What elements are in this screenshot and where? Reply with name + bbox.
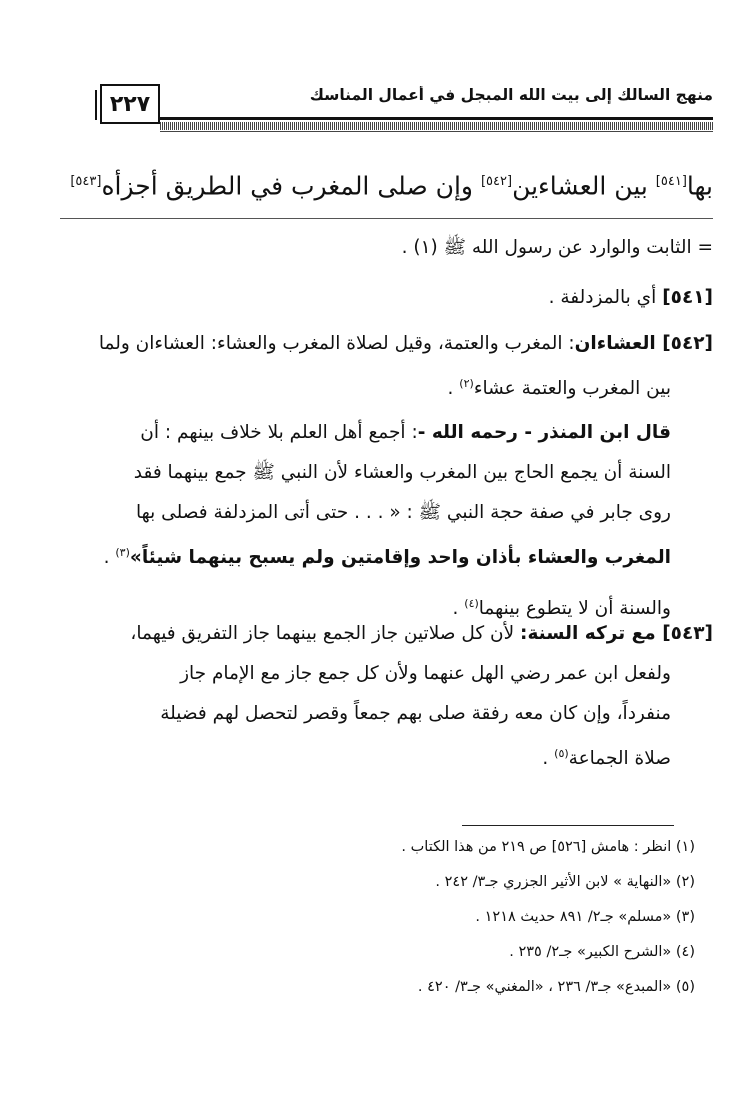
footnote-divider <box>462 825 674 826</box>
header-rule-bottom <box>160 131 713 132</box>
note-text: لأن كل صلاتين جاز الجمع بينهما جاز التفريق فيهما، <box>130 623 521 644</box>
note-541 <box>60 278 713 318</box>
footnote-ref: (٤) <box>464 597 479 611</box>
text-line: السنة أن يجمع الحاج بين المغرب والعشاء لأن النبي ﷺ جمع بينهما فقد <box>133 462 671 484</box>
footnote-item: (١) انظر : هامش [٥٢٦] ص ٢١٩ من هذا الكتاب . <box>401 839 695 855</box>
note-term: مع تركه السنة: <box>520 623 663 644</box>
footnote-item: (٣) «مسلم» جـ٢/ ٨٩١ حديث ١٢١٨ . <box>475 909 695 925</box>
note-key: [٥٤١] <box>662 287 713 308</box>
footnotes <box>300 830 695 1005</box>
punctuation: . <box>447 378 460 400</box>
note-text: والسنة أن لا يتطوع بينهما <box>478 598 671 620</box>
note-text: : أجمع أهل العلم بلا خلاف بينهم : أن <box>140 422 418 444</box>
matn-line <box>60 160 713 210</box>
punctuation: . <box>103 547 116 569</box>
matn-text: بين العشاءين <box>512 171 656 201</box>
note-542 <box>60 324 713 629</box>
matn-ref: [٥٤٣] <box>70 174 102 189</box>
matn-ref: [٥٤١] <box>655 174 687 189</box>
note-term: العشاءان <box>574 333 663 354</box>
hadith-text: المغرب والعشاء بأذان واحد وإقامتين ولم يسبح بينهما شيئاً» <box>129 547 671 569</box>
footnote-item: (٥) «المبدع» جـ٣/ ٢٣٦ ، «المغني» جـ٣/ ٤٢٠ . <box>417 979 695 995</box>
note-key: [٥٤٣] <box>662 623 713 644</box>
header-rule-pattern <box>160 122 713 130</box>
continuation-paragraph <box>60 228 713 268</box>
note-text: بين المغرب والعتمة عشاء <box>473 378 671 400</box>
footnote-item: (٢) «النهاية » لابن الأثير الجزري جـ٣/ ٢٤٢ . <box>435 874 695 890</box>
matn-text: بها <box>686 171 713 201</box>
quote-attribution: قال ابن المنذر - رحمه الله - <box>417 422 671 444</box>
matn-text: وإن صلى المغرب في الطريق أجزأه <box>101 171 481 201</box>
running-header-title: منهج السالك إلى بيت الله المبجل في أعمال المناسك <box>309 86 713 104</box>
punctuation: . <box>452 598 465 620</box>
note-543 <box>60 614 713 779</box>
text-line: ولفعل ابن عمر رضي الهل عنهما ولأن كل جمع جاز مع الإمام جاز <box>180 663 671 684</box>
footnote-ref: (٢) <box>459 377 474 390</box>
footnote-item: (٤) «الشرح الكبير» جـ٢/ ٢٣٥ . <box>509 944 695 960</box>
text-line: روى جابر في صفة حجة النبي ﷺ : « . . . حتى أتى المزدلفة فصلى بها <box>135 502 671 524</box>
page-number-box: ٢٢٧ <box>100 84 160 124</box>
note-text: : المغرب والعتمة، وقيل لصلاة المغرب والعشاء: العشاءان ولما <box>98 333 575 354</box>
matn-divider <box>60 218 713 219</box>
matn-ref: [٥٤٢] <box>480 174 513 189</box>
note-text: أي بالمزدلفة . <box>548 287 663 308</box>
footnote-ref: (٥) <box>554 747 569 760</box>
punctuation: . <box>542 748 555 770</box>
text-line: = الثابت والوارد عن رسول الله ﷺ (١) . <box>401 237 713 258</box>
text-line: منفرداً، وإن كان معه رفقة صلى بهم جمعاً وقصر لتحصل لهم فضيلة <box>160 703 671 724</box>
note-key: [٥٤٢] <box>662 333 713 354</box>
header-rule <box>160 117 713 120</box>
note-text: صلاة الجماعة <box>568 748 671 770</box>
footnote-ref: (٣) <box>115 546 130 560</box>
